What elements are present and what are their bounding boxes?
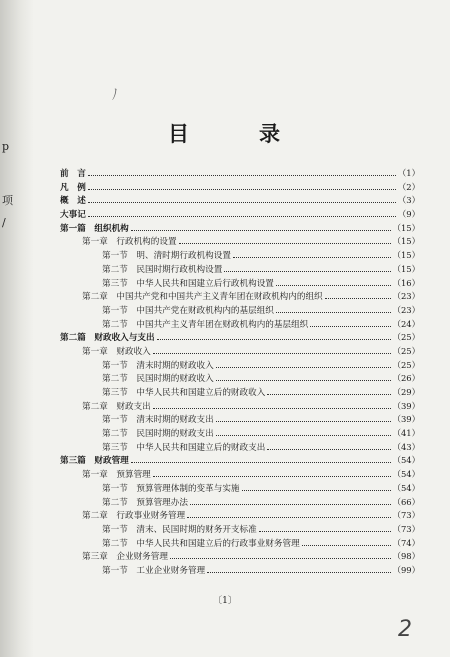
toc-entry-label: 第一章 预算管理	[82, 470, 151, 481]
toc-entry-page: （1）	[397, 168, 420, 178]
dot-leader	[153, 344, 391, 354]
toc-entry-label: 第一章 行政机构的设置	[82, 237, 177, 248]
toc-entry-label: 第一篇 组织机构	[60, 223, 129, 234]
dot-leader	[190, 495, 391, 505]
toc-entry-label: 第三节 中华人民共和国建立后行政机构设置	[102, 278, 274, 289]
toc-entry-page: （25）	[392, 345, 420, 356]
toc-entry-label: 大事记	[60, 210, 86, 221]
toc-entry-page: （39）	[392, 414, 420, 425]
dot-leader	[131, 221, 391, 231]
toc-entry-page: （15）	[392, 250, 420, 261]
toc-entry[interactable]	[60, 317, 420, 331]
toc-entry-page: （15）	[392, 222, 420, 233]
toc-entry[interactable]	[60, 412, 420, 426]
toc-entry-label: 第一节 清末时期的财政收入	[102, 360, 214, 371]
page-title	[0, 118, 450, 148]
dot-leader	[216, 426, 391, 436]
page-gutter-shadow	[0, 0, 34, 657]
toc-entry-label: 第三节 中华人民共和国建立后的财政收入	[102, 388, 266, 398]
table-of-contents	[60, 166, 420, 577]
dot-leader	[170, 549, 391, 559]
dot-leader	[224, 262, 390, 272]
toc-entry-page: （73）	[392, 510, 420, 521]
toc-entry[interactable]	[60, 549, 420, 563]
toc-entry-label: 第一节 明、清时期行政机构设置	[102, 251, 231, 262]
dot-leader	[325, 289, 391, 299]
toc-entry-label: 第一节 清末时期的财政支出	[102, 415, 214, 426]
toc-entry-page: （15）	[392, 263, 420, 274]
toc-entry-page: （73）	[392, 523, 420, 534]
toc-entry-label: 第三节 中华人民共和国建立后的财政支出	[102, 442, 266, 453]
margin-marks	[2, 140, 18, 230]
toc-entry-page: （39）	[392, 400, 420, 411]
toc-entry-page: （25）	[392, 359, 420, 370]
dot-leader	[233, 248, 391, 258]
toc-entry-label: 凡 例	[60, 182, 86, 193]
toc-entry-label: 第二章 中国共产党和中国共产主义青年团在财政机构内的组织	[82, 292, 323, 303]
toc-entry-page: （23）	[392, 304, 420, 315]
toc-entry[interactable]	[60, 495, 420, 509]
toc-entry[interactable]	[60, 248, 420, 262]
toc-entry[interactable]	[60, 385, 420, 399]
dot-leader	[187, 508, 390, 518]
toc-entry-label: 第二节 民国时期行政机构设置	[102, 264, 223, 275]
dot-leader	[88, 166, 396, 176]
toc-entry[interactable]	[60, 330, 420, 344]
dot-leader	[310, 317, 390, 327]
title-char: 录	[259, 121, 282, 146]
toc-entry[interactable]	[60, 193, 420, 207]
toc-entry[interactable]	[60, 166, 420, 180]
toc-entry-page: （43）	[392, 441, 420, 452]
toc-entry-page: （99）	[392, 564, 420, 575]
dot-leader	[276, 276, 391, 286]
dot-leader	[131, 453, 391, 463]
toc-entry-label: 第二节 中国共产主义青年团在财政机构内的基层组织	[102, 319, 309, 330]
toc-entry-page: （54）	[392, 482, 420, 493]
dot-leader	[207, 563, 390, 573]
dot-leader	[216, 358, 391, 368]
toc-entry-page: （25）	[392, 332, 420, 343]
dot-leader	[216, 412, 391, 422]
margin-char: /	[2, 216, 6, 229]
toc-entry[interactable]	[60, 371, 420, 385]
toc-entry-label: 概 述	[60, 196, 86, 207]
toc-entry[interactable]	[60, 207, 420, 221]
toc-entry-label: 前 言	[60, 169, 86, 179]
toc-entry-page: （54）	[392, 469, 420, 480]
toc-entry[interactable]	[60, 467, 420, 481]
toc-entry[interactable]	[60, 536, 420, 550]
dot-leader	[276, 303, 391, 313]
toc-entry-page: （2）	[397, 181, 420, 192]
toc-entry-page: （24）	[392, 318, 420, 329]
toc-entry[interactable]	[60, 289, 420, 303]
handwritten-mark: 2	[398, 617, 412, 642]
toc-entry-label: 第二节 民国时期的财政支出	[102, 429, 214, 440]
toc-entry[interactable]	[60, 234, 420, 248]
dot-leader	[157, 330, 391, 340]
toc-entry-label: 第二节 民国时期的财政收入	[102, 374, 214, 385]
toc-entry[interactable]	[60, 453, 420, 467]
dot-leader	[88, 207, 396, 217]
dot-leader	[302, 536, 391, 546]
toc-entry-label: 第一节 中国共产党在财政机构内的基层组织	[102, 305, 274, 316]
margin-char: 项	[2, 194, 13, 207]
margin-char: p	[2, 140, 10, 153]
toc-entry-label: 第二节 中华人民共和国建立后的行政事业财务管理	[102, 538, 300, 549]
page-number: 〔1〕	[213, 596, 237, 606]
toc-entry-label: 第二章 行政事业财务管理	[82, 511, 186, 522]
toc-entry-page: （66）	[392, 496, 420, 507]
toc-entry[interactable]	[60, 344, 420, 358]
toc-entry-label: 第三篇 财政管理	[60, 456, 129, 467]
dot-leader	[242, 481, 391, 491]
toc-entry-page: （16）	[392, 277, 420, 288]
toc-entry[interactable]	[60, 358, 420, 372]
toc-entry[interactable]	[60, 180, 420, 194]
toc-entry-page: （29）	[392, 387, 420, 397]
toc-entry[interactable]	[60, 522, 420, 536]
dot-leader	[179, 234, 391, 244]
dot-leader	[153, 399, 391, 409]
toc-entry[interactable]	[60, 481, 420, 495]
toc-entry-page: （26）	[392, 373, 420, 384]
toc-entry-page: （9）	[397, 209, 420, 220]
toc-entry-label: 第二章 财政支出	[82, 401, 151, 412]
toc-entry-page: （23）	[392, 291, 420, 302]
toc-entry[interactable]	[60, 426, 420, 440]
toc-entry-page: （41）	[392, 428, 420, 439]
toc-entry[interactable]	[60, 276, 420, 290]
dot-leader	[267, 385, 390, 395]
toc-entry[interactable]	[60, 563, 420, 577]
toc-entry[interactable]	[60, 440, 420, 454]
toc-entry-label: 第二节 预算管理办法	[102, 497, 188, 508]
toc-entry-label: 第一章 财政收入	[82, 346, 151, 357]
toc-entry-page: （15）	[392, 236, 420, 247]
toc-entry[interactable]	[60, 303, 420, 317]
toc-entry[interactable]	[60, 221, 420, 235]
dot-leader	[88, 193, 396, 203]
toc-entry-page: （54）	[392, 455, 420, 466]
toc-entry-label: 第三章 企业财务管理	[82, 552, 168, 563]
toc-entry-label: 第一节 清末、民国时期的财务开支标准	[102, 524, 257, 535]
toc-entry-page: （3）	[397, 195, 420, 206]
dot-leader	[216, 371, 391, 381]
toc-entry[interactable]	[60, 262, 420, 276]
dot-leader	[153, 467, 391, 477]
toc-entry-page: （74）	[392, 537, 420, 548]
title-char: 目	[168, 121, 191, 146]
toc-entry-label: 第二篇 财政收入与支出	[60, 333, 155, 344]
toc-entry-label: 第一节 工业企业财务管理	[102, 565, 206, 576]
toc-entry[interactable]	[60, 508, 420, 522]
toc-entry-page: （98）	[392, 551, 420, 562]
toc-entry[interactable]	[60, 399, 420, 413]
dot-leader	[267, 440, 390, 450]
toc-entry-label: 第一节 预算管理体制的变革与实施	[102, 483, 240, 494]
dot-leader	[88, 180, 396, 190]
dot-leader	[259, 522, 391, 532]
pencil-scribble: ﾉ	[108, 87, 120, 104]
